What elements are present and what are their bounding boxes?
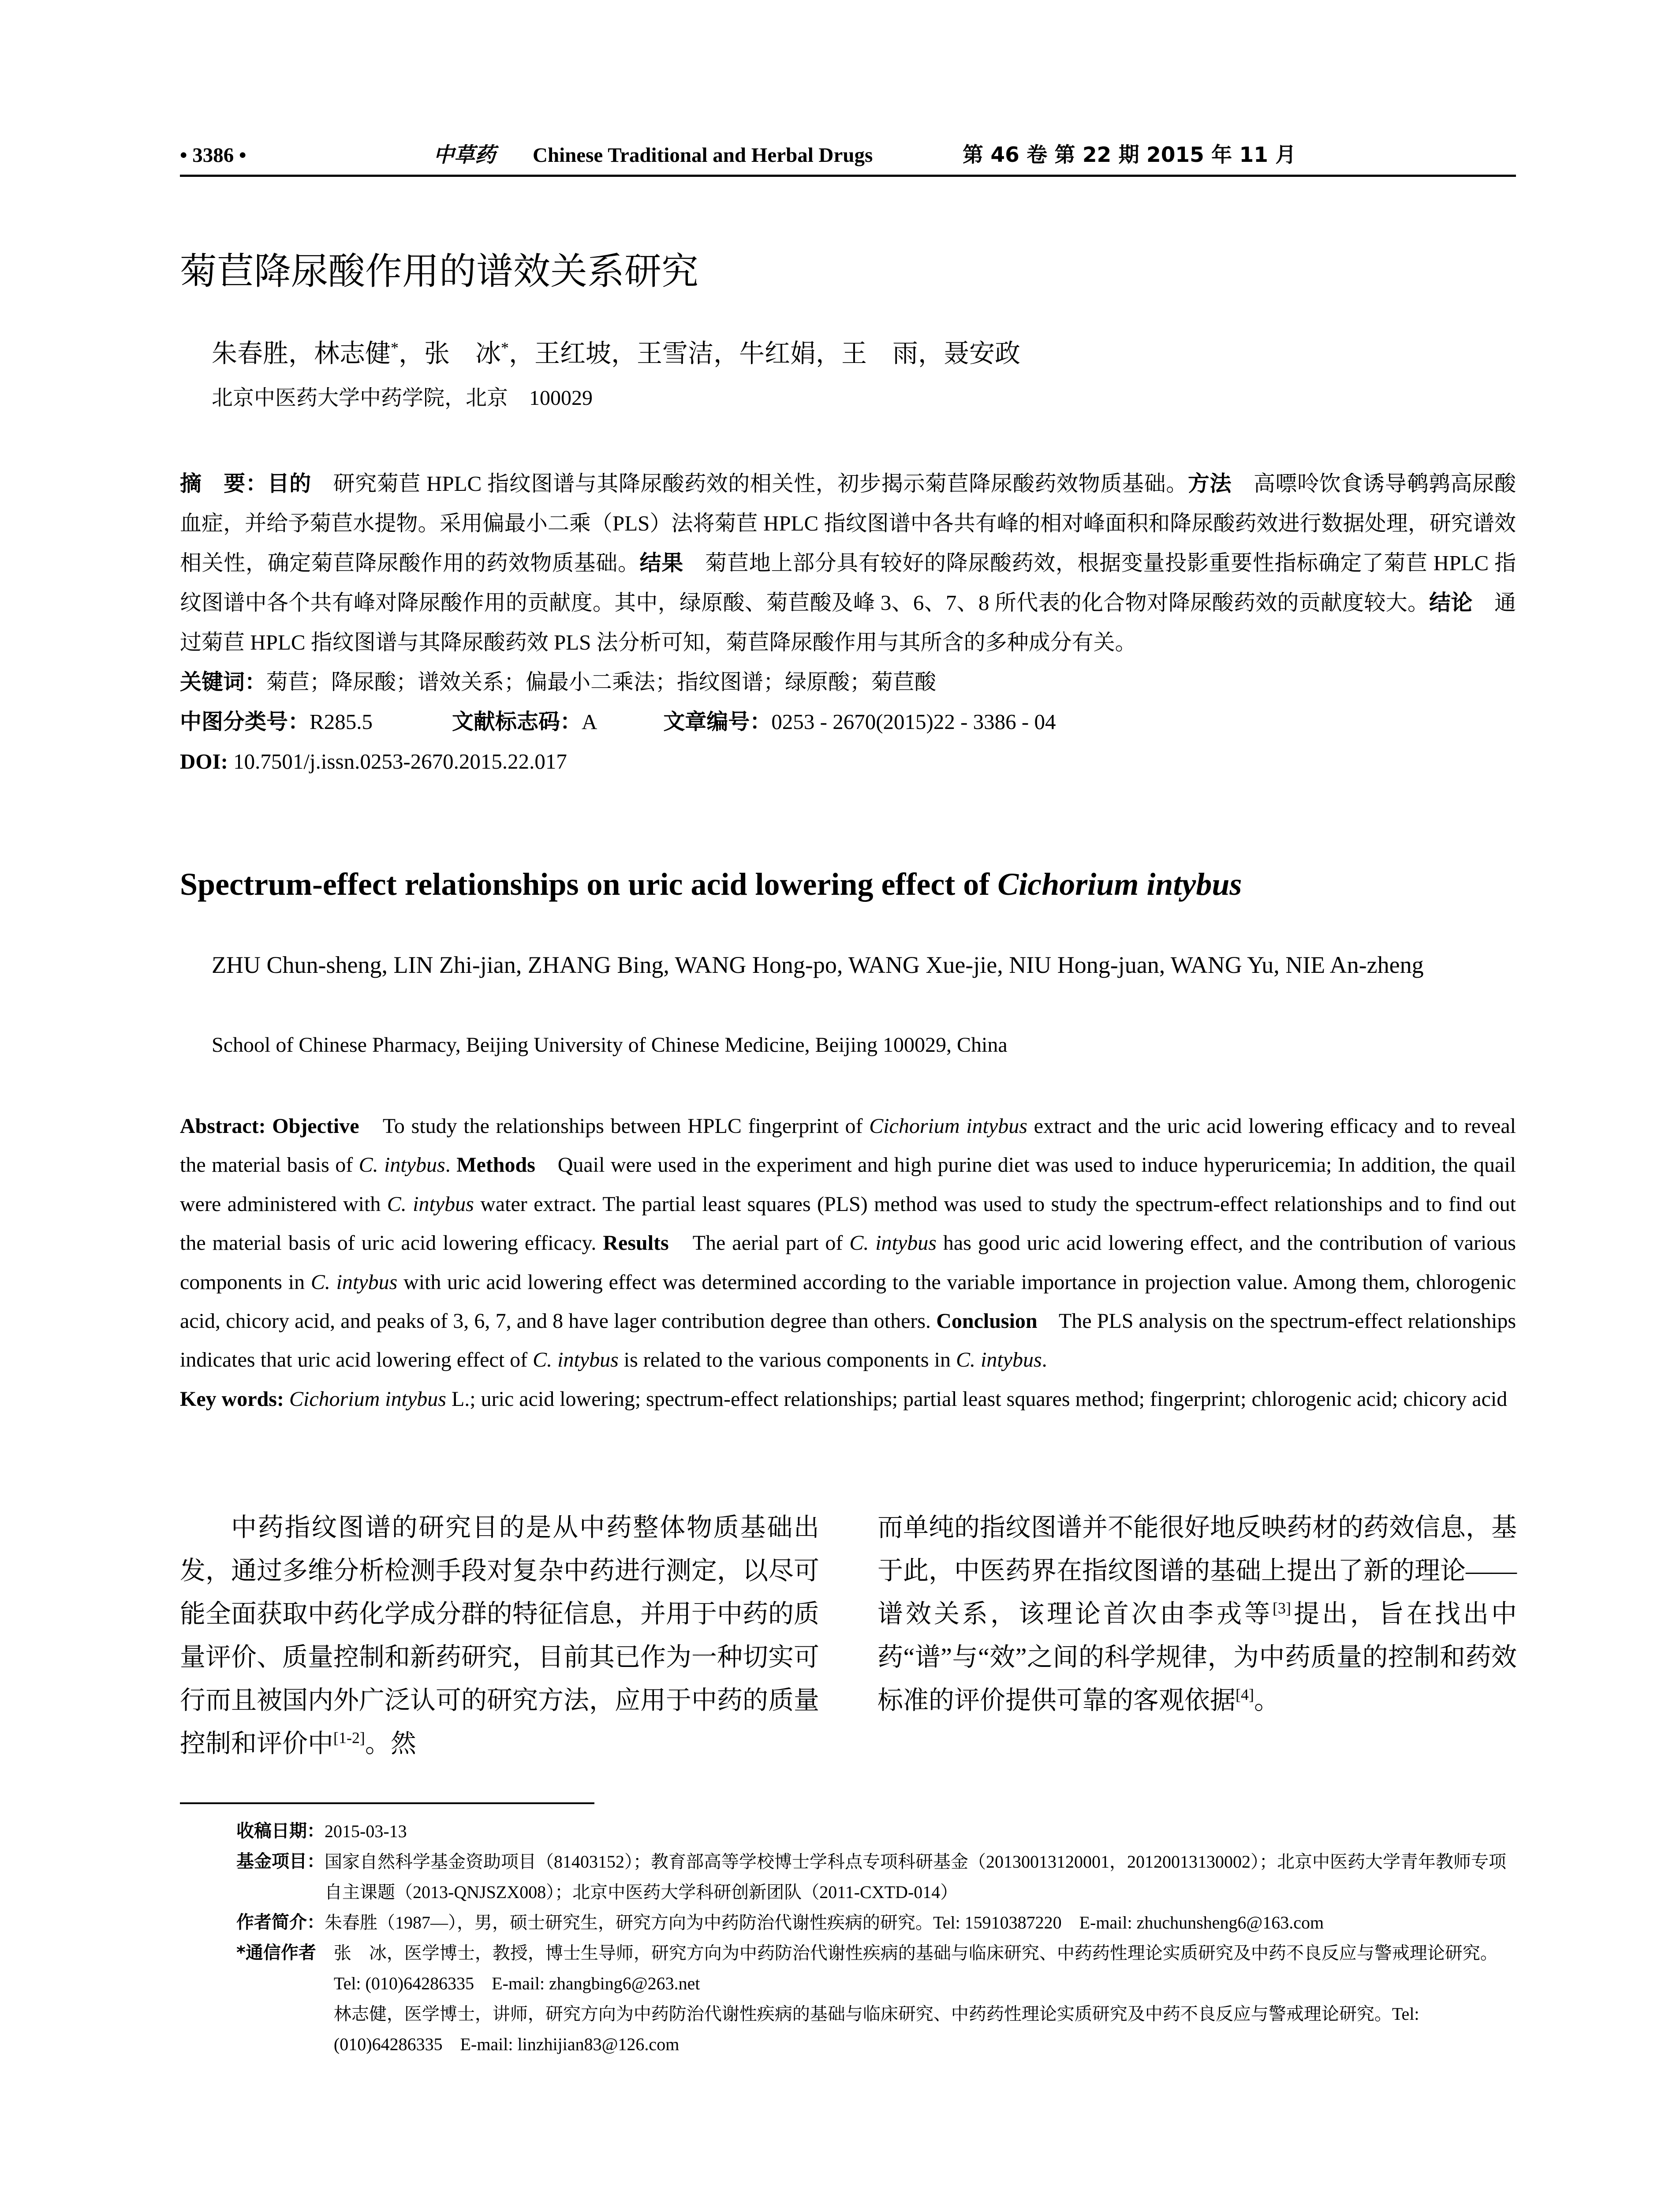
journal-name-en: Chinese Traditional and Herbal Drugs <box>533 144 873 167</box>
footnote-author-bio: 作者简介： 朱春胜（1987—），男，硕士研究生，研究方向为中药防治代谢性疾病的研究。Tel: 15910387220 E-mail: zhuchunsheng6@163.com <box>236 1912 1324 1932</box>
footnote-rule <box>180 1802 594 1804</box>
corresponding-author-1: 张 冰，医学博士，教授，博士生导师，研究方向为中药防治代谢性疾病的基础与临床研究、中药药性理论实质研究及中药不良反应与警戒理论研究。Tel: (010)64286335 E-mail: zhangbing6@263.net <box>333 1943 1498 1993</box>
citation: [1-2] <box>333 1729 365 1747</box>
issue-info: 第 46 卷 第 22 期 2015 年 11 月 <box>963 143 1296 167</box>
footnote-received: 收稿日期： 2015-03-13 <box>236 1821 407 1841</box>
page-number: • 3386 • <box>180 144 246 167</box>
en-title: Spectrum-effect relationships on uric acid lowering effect of Cichorium intybus <box>180 867 1242 902</box>
cn-affiliation: 北京中医药大学中药学院，北京 100029 <box>212 386 593 410</box>
en-abstract-block <box>180 1107 1516 1419</box>
citation: [4] <box>1236 1686 1254 1704</box>
cn-abstract-block <box>180 464 1516 781</box>
cn-classification: 中图分类号：R285.5 文献标志码：A 文章编号：0253 - 2670(2015)22 - 3386 - 04 <box>180 709 1056 734</box>
cn-abstract: 摘 要：目的 研究菊苣 HPLC 指纹图谱与其降尿酸药效的相关性，初步揭示菊苣降尿酸药效物质基础。方法 高嘌呤饮食诱导鹌鹑高尿酸血症，并给予菊苣水提物。采用偏最小二乘（PLS）法将菊苣 HPLC 指纹图谱中各共有峰的相对峰面积和降尿酸药效进行数据处理，研究谱效相关性，确定菊苣降尿酸作用的药效物质基础。结果 菊苣地上部分具有较好的降尿酸药效，根据变量投影重要性指标确定了菊苣 HPLC 指纹图谱中各个共有峰对降尿酸作用的贡献度。其中，绿原酸、菊苣酸及峰 3、6、7、8 所代表的化合物对降尿酸药效的贡献度较大。结论 通过菊苣 HPLC 指纹图谱与其降尿酸药效 PLS 法分析可知，菊苣降尿酸作用与其所含的多种成分有关。 <box>180 471 1516 654</box>
body-column-left: 中药指纹图谱的研究目的是从中药整体物质基础出发，通过多维分析检测手段对复杂中药进行测定，以尽可能全面获取中药化学成分群的特征信息，并用于中药的质量评价、质量控制和新药研究，目前其已作为一种切实可行而且被国内外广泛认可的研究方法，应用于中药的质量控制和评价中[1-2]。然 <box>180 1513 820 1758</box>
en-keywords: Key words: Cichorium intybus L.; uric acid lowering; spectrum-effect relationships; partial least squares method; fingerprint; chlorogenic acid; chicory acid <box>180 1387 1508 1411</box>
footnote-corresponding: *通信作者 张 冰，医学博士，教授，博士生导师，研究方向为中药防治代谢性疾病的基础与临床研究、中药药性理论实质研究及中药不良反应与警戒理论研究。Tel: (010)64286335 E-mail: zhangbing6@263.net 林志健，医学博士，讲师，研究方向为中药防治代谢性疾病的基础与临床研究、中药药性理论实质研究及中药不良反应与警戒理论研究。Tel: (010)64286335 E-mail: linzhijian83@126.com <box>180 1938 1516 2059</box>
citation: [3] <box>1273 1599 1291 1617</box>
body-column-right: 而单纯的指纹图谱并不能很好地反映药材的药效信息，基于此，中医药界在指纹图谱的基础上提出了新的理论——谱效关系，该理论首次由李戎等[3]提出，旨在找出中药“谱”与“效”之间的科学规律，为中药质量的控制和药效标准的评价提供可靠的客观依据[4]。 <box>877 1513 1517 1715</box>
cn-abstract-label: 摘 要： <box>180 471 268 496</box>
cn-title: 菊苣降尿酸作用的谱效关系研究 <box>180 250 699 293</box>
corresponding-mark: * <box>391 339 399 357</box>
en-affiliation: School of Chinese Pharmacy, Beijing University of Chinese Medicine, Beijing 100029, China <box>212 1033 1008 1057</box>
cn-doi: DOI: 10.7501/j.issn.0253-2670.2015.22.017 <box>180 749 567 774</box>
en-abstract: Abstract: Objective To study the relationships between HPLC fingerprint of Cichorium intybus extract and the uric acid lowering efficacy and to reveal the material basis of C. intybus. Methods Quail were used in the experiment and high purine diet was used to induce hyperuricemia; In addition, the quail were administered with C. intybus water extract. The partial least squares (PLS) method was used to study the spectrum-effect relationships and to find out the material basis of uric acid lowering efficacy. Results The aerial part of C. intybus has good uric acid lowering effect, and the contribution of various components in C. intybus with uric acid lowering effect was determined according to the variable importance in projection value. Among them, chlorogenic acid, chicory acid, and peaks of 3, 6, 7, and 8 have lager contribution degree than others. Conclusion The PLS analysis on the spectrum-effect relationships indicates that uric acid lowering effect of C. intybus is related to the various components in C. intybus. <box>180 1114 1516 1372</box>
corresponding-mark: * <box>501 339 509 357</box>
journal-name-cn: 中草药 <box>433 143 496 167</box>
cn-authors: 朱春胜，林志健*，张 冰*，王红坡，王雪洁，牛红娟，王 雨，聂安政 <box>212 339 1021 368</box>
en-abstract-label: Abstract: Objective <box>180 1114 359 1138</box>
cn-keywords: 关键词：菊苣；降尿酸；谱效关系；偏最小二乘法；指纹图谱；绿原酸；菊苣酸 <box>180 669 937 695</box>
footnotes <box>180 1816 1516 2059</box>
footnote-fund: 基金项目： 国家自然科学基金资助项目（81403152）；教育部高等学校博士学科点专项科研基金（20130013120001，20120013130002）；北京中医药大学青年教师专项自主课题（2013-QNJSZX008）；北京中医药大学科研创新团队（2011-CXTD-014） <box>236 1851 1506 1902</box>
running-header <box>180 142 1516 168</box>
header-rule <box>180 175 1516 177</box>
en-authors: ZHU Chun-sheng, LIN Zhi-jian, ZHANG Bing, WANG Hong-po, WANG Xue-jie, NIU Hong-juan, WANG Yu, NIE An-zheng <box>212 952 1424 978</box>
corresponding-author-2: 林志健，医学博士，讲师，研究方向为中药防治代谢性疾病的基础与临床研究、中药药性理论实质研究及中药不良反应与警戒理论研究。Tel: (010)64286335 E-mail: linzhijian83@126.com <box>333 2004 1419 2054</box>
